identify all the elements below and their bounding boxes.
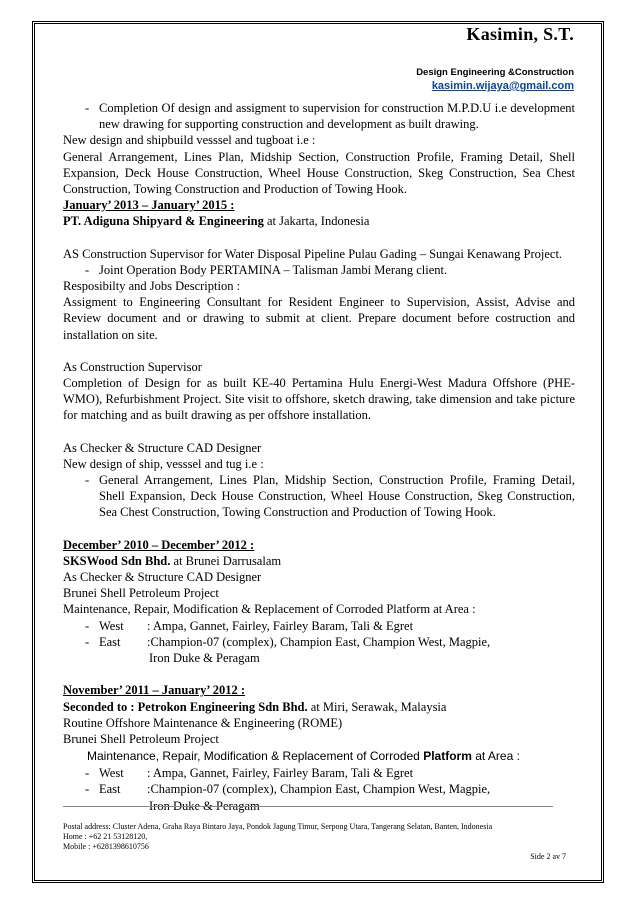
company-name: Seconded to : Petrokon Engineering Sdn Bhd. (63, 699, 308, 714)
period-heading: January’ 2013 – January’ 2015 : (63, 198, 235, 213)
paragraph: Routine Offshore Maintenance & Engineering (ROME) (63, 715, 343, 730)
company-line: PT. Adiguna Shipyard & Engineering at Jakarta, Indonesia (63, 214, 370, 229)
footer-mobile-phone: Mobile : +6281398610756 (63, 842, 149, 851)
footer-divider (63, 806, 553, 807)
header-email-link[interactable]: kasimin.wijaya@gmail.com (431, 80, 574, 92)
list-item: - General Arrangement, Lines Plan, Midship Section, Construction Profile, Framing Detail, Shell Expansion, Deck House Construction, Wheel House Construction, Skeg Construction, Sea Chest Construction, Towing Construction and Production of Towing Hook. (85, 473, 575, 520)
paragraph: General Arrangement, Lines Plan, Midship Section, Construction Profile, Framing Detail, Shell Expansion, Deck House Construction, Wheel House Construction, Skeg Construction, Sea Chest Construction, Towing Construction and Production of Towing Hook. (63, 149, 575, 197)
paragraph: Brunei Shell Petroleum Project (63, 731, 219, 746)
company-name: SKSWood Sdn Bhd. (63, 553, 171, 568)
paragraph: Assigment to Engineering Consultant for Resident Engineer to Supervision, Assist, Advise and Review document and or drawing to submit at client. Prepare document before costruction and installation on site. (63, 295, 575, 342)
page-number: Side 2 av 7 (530, 852, 566, 861)
period-heading: November’ 2011 – January’ 2012 : (63, 683, 246, 698)
header-title: Design Engineering &Construction (416, 67, 574, 78)
list-continuation: Iron Duke & Peragam (149, 651, 260, 666)
company-name: PT. Adiguna Shipyard & Engineering (63, 214, 264, 229)
paragraph: Maintenance, Repair, Modification & Replacement of Corroded Platform at Area : (63, 602, 476, 617)
list-continuation: Iron Duke & Peragam (149, 798, 260, 813)
paragraph: Brunei Shell Petroleum Project (63, 586, 219, 601)
header-name: Kasimin, S.T. (466, 24, 574, 44)
footer-home-phone: Home : +62 21 53128120, (63, 832, 148, 841)
document-body (63, 100, 575, 814)
list-item: - West : Ampa, Gannet, Fairley, Fairley Baram, Tali & Egret (85, 766, 414, 781)
list-item: - Completion Of design and assigment to supervision for construction M.P.D.U i.e development new drawing for supporting construction and development as built drawing. (85, 101, 575, 132)
period-heading: December’ 2010 – December’ 2012 : (63, 537, 255, 552)
list-item: - East :Champion-07 (complex), Champion East, Champion West, Magpie, (85, 634, 491, 649)
paragraph: As Construction Supervisor (63, 359, 202, 374)
list-item: - East :Champion-07 (complex), Champion East, Champion West, Magpie, (85, 782, 491, 797)
paragraph: New design of ship, vesssel and tug i.e : (63, 456, 264, 471)
paragraph: New design and shipbuild vesssel and tugboat i.e : (63, 133, 316, 148)
paragraph: As Checker & Structure CAD Designer (63, 570, 262, 585)
paragraph: AS Construction Supervisor for Water Disposal Pipeline Pulau Gading – Sungai Kenawang Project. (63, 246, 563, 261)
company-line: Seconded to : Petrokon Engineering Sdn Bhd. at Miri, Serawak, Malaysia (63, 699, 447, 714)
footer-address: Postal address: Cluster Adena, Graha Raya Bintaro Jaya, Pondok Jagung Timur, Serpong Utara, Tangerang Selatan, Banten, Indonesia (63, 822, 493, 831)
paragraph: Completion of Design for as built KE-40 Pertamina Hulu Energi-West Madura Offshore (PHE-WMO), Refurbishment Project. Site visit to offshore, sketch drawing, take dimension and take picture for matching and as built drawing as per offshore installation. (63, 376, 575, 423)
paragraph: Resposibilty and Jobs Description : (63, 279, 241, 294)
list-item: - Joint Operation Body PERTAMINA – Talisman Jambi Merang client. (85, 262, 448, 277)
paragraph: Maintenance, Repair, Modification & Replacement of Corroded Platform at Area : (87, 749, 520, 764)
list-item: - West : Ampa, Gannet, Fairley, Fairley Baram, Tali & Egret (85, 618, 414, 633)
paragraph: As Checker & Structure CAD Designer (63, 440, 262, 455)
company-line: SKSWood Sdn Bhd. at Brunei Darrusalam (63, 553, 282, 568)
